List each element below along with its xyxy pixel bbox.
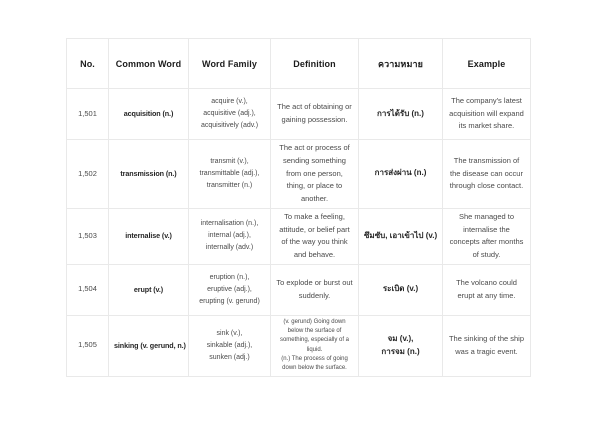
header-row bbox=[67, 39, 531, 89]
cell-line: internally (adv.) bbox=[205, 244, 254, 252]
cell-common-word: transmission (n.) bbox=[109, 140, 189, 209]
cell-line: (v. gerund) Going down below the surface of something, especially of a liquid. bbox=[279, 318, 350, 353]
cell-line: sinkable (adj.), bbox=[206, 341, 253, 349]
cell-common-word: internalise (v.) bbox=[109, 208, 189, 264]
cell-line: eruption (n.), bbox=[209, 273, 250, 281]
cell-common-word: sinking (v. gerund, n.) bbox=[109, 315, 189, 376]
table-body bbox=[67, 89, 531, 377]
cell-word-family bbox=[189, 264, 271, 315]
cell-line: การจม (n.) bbox=[381, 346, 420, 356]
cell-meaning-thai bbox=[359, 264, 443, 315]
cell-definition: To make a feeling, attitude, or belief part of the way you think and behave. bbox=[271, 208, 359, 264]
cell-line: eruptive (adj.), bbox=[207, 285, 252, 293]
cell-definition bbox=[271, 315, 359, 376]
table-row bbox=[67, 89, 531, 140]
table-row bbox=[67, 315, 531, 376]
cell-no: 1,502 bbox=[67, 140, 109, 209]
table-row bbox=[67, 140, 531, 209]
cell-line: acquisitively (adv.) bbox=[200, 121, 259, 129]
cell-common-word: erupt (v.) bbox=[109, 264, 189, 315]
cell-line: acquisitive (adj.), bbox=[203, 110, 256, 118]
cell-no: 1,503 bbox=[67, 208, 109, 264]
cell-line: transmitter (n.) bbox=[206, 181, 253, 189]
table-row bbox=[67, 264, 531, 315]
cell-definition: To explode or burst out suddenly. bbox=[271, 264, 359, 315]
cell-no: 1,501 bbox=[67, 89, 109, 140]
cell-line: erupting (v. gerund) bbox=[199, 297, 260, 305]
table-row bbox=[67, 208, 531, 264]
header-common-word: Common Word bbox=[109, 39, 189, 89]
cell-word-family bbox=[189, 208, 271, 264]
cell-word-family bbox=[189, 315, 271, 376]
cell-no: 1,505 bbox=[67, 315, 109, 376]
cell-meaning-thai bbox=[359, 208, 443, 264]
cell-line: sunken (adj.) bbox=[209, 353, 250, 361]
vocabulary-table bbox=[66, 38, 531, 377]
cell-example: The sinking of the ship was a tragic event. bbox=[443, 315, 531, 376]
cell-no: 1,504 bbox=[67, 264, 109, 315]
table-header bbox=[67, 39, 531, 89]
cell-line: ระเบิด (v.) bbox=[382, 284, 419, 294]
cell-line: transmit (v.), bbox=[210, 158, 249, 166]
header-no: No. bbox=[67, 39, 109, 89]
cell-word-family bbox=[189, 89, 271, 140]
header-definition: Definition bbox=[271, 39, 359, 89]
cell-line: การส่งผ่าน (n.) bbox=[374, 168, 427, 178]
cell-common-word: acquisition (n.) bbox=[109, 89, 189, 140]
cell-meaning-thai bbox=[359, 89, 443, 140]
cell-definition: The act of obtaining or gaining possession. bbox=[271, 89, 359, 140]
cell-example: She managed to internalise the concepts after months of study. bbox=[443, 208, 531, 264]
cell-line: internalisation (n.), bbox=[200, 220, 259, 228]
header-example: Example bbox=[443, 39, 531, 89]
cell-meaning-thai bbox=[359, 140, 443, 209]
cell-word-family bbox=[189, 140, 271, 209]
cell-example: The volcano could erupt at any time. bbox=[443, 264, 531, 315]
cell-line: การได้รับ (n.) bbox=[377, 108, 424, 118]
cell-example: The transmission of the disease can occur through close contact. bbox=[443, 140, 531, 209]
cell-line: ซึมซับ, เอาเข้าไป (v.) bbox=[364, 230, 438, 240]
cell-meaning-thai bbox=[359, 315, 443, 376]
cell-line: internal (adj.), bbox=[208, 232, 251, 240]
cell-definition: The act or process of sending something from one person, thing, or place to another. bbox=[271, 140, 359, 209]
header-word-family: Word Family bbox=[189, 39, 271, 89]
cell-line: acquire (v.), bbox=[211, 98, 248, 106]
header-meaning-thai: ความหมาย bbox=[359, 39, 443, 89]
cell-line: transmittable (adj.), bbox=[199, 169, 260, 177]
cell-line: (n.) The process of going down below the surface. bbox=[281, 355, 348, 372]
cell-line: sink (v.), bbox=[216, 329, 243, 337]
cell-example: The company's latest acquisition will expand its market share. bbox=[443, 89, 531, 140]
cell-line: จม (v.), bbox=[387, 333, 414, 343]
